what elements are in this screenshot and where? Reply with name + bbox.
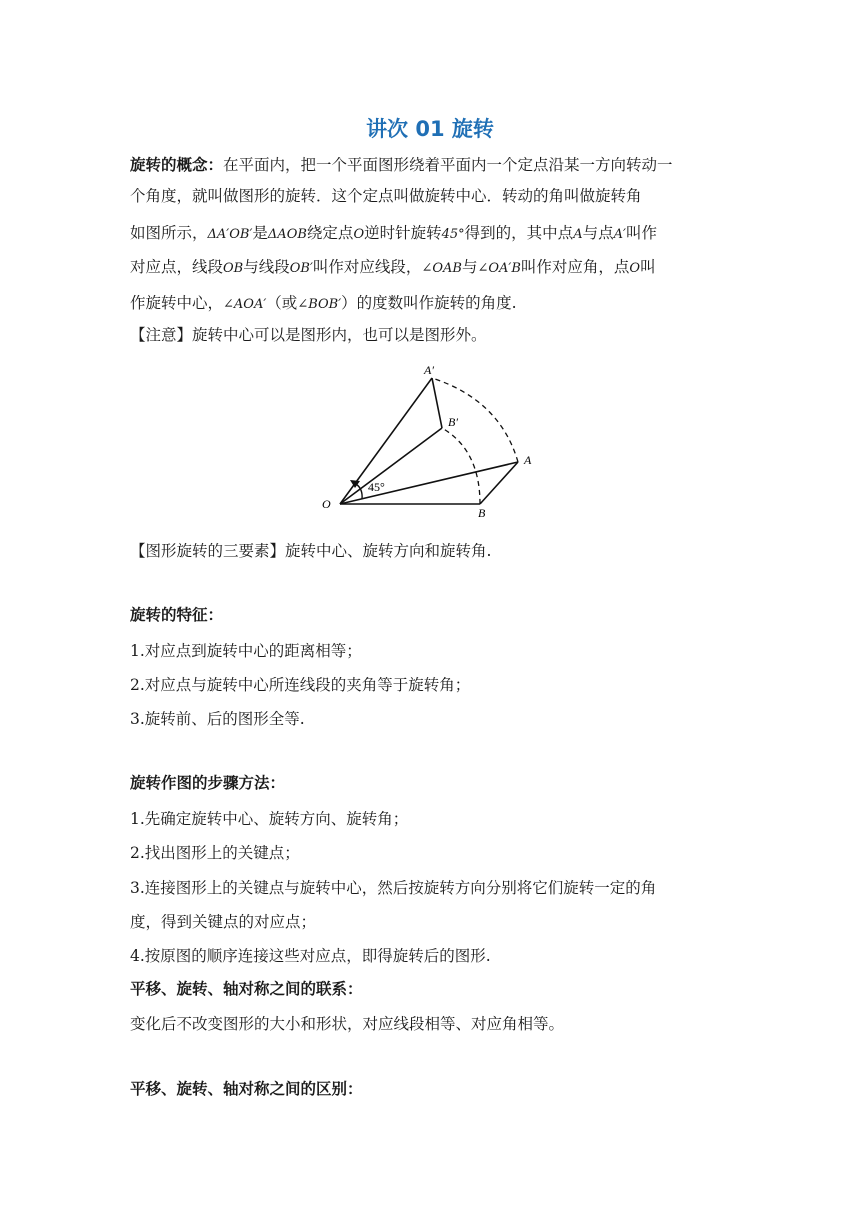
text: 叫 [640,258,656,276]
example-line-2 [130,256,656,280]
math-ob: OB [223,261,244,276]
text: 叫作对应线段， [312,258,422,276]
text: 与 [461,258,478,276]
segment-a-prime-b-prime [432,378,442,428]
list-item: 4.按原图的顺序连接这些对应点，即得旋转后的图形. [130,947,491,965]
list-item: 3.连接图形上的关键点与旋转中心，然后按旋转方向分别将它们旋转一定的角 [130,879,657,897]
angle-label: 45° [368,480,385,494]
example-line-3 [130,292,517,316]
list-item: 2.对应点与旋转中心所连线段的夹角等于旋转角； [130,676,471,694]
label-a: A [524,453,532,467]
label-b: B [478,506,486,520]
math-angle-aoa-prime: ∠AOA′ [223,297,267,312]
text: 与点 [582,224,614,242]
text: 绕定点 [306,224,354,242]
label-o: O [322,497,331,511]
arc-b-to-b-prime [442,428,480,504]
text: 对应点，线段 [130,258,224,276]
math-o: O [629,261,641,276]
list-item: 度，得到关键点的对应点； [130,913,317,931]
difference-heading: 平移、旋转、轴对称之间的区别： [130,1080,363,1098]
label-a-prime: A′ [424,363,434,377]
arc-a-to-a-prime [432,378,518,462]
segment-a-b [480,462,518,504]
relation-text: 变化后不改变图形的大小和形状，对应线段相等、对应角相等。 [130,1015,565,1033]
math-angle-oab: ∠OAB [421,261,462,276]
math-o: O [353,227,365,242]
text: 逆时针旋转 [364,224,442,242]
steps-heading: 旋转作图的步骤方法： [130,774,286,792]
concept-line-1 [130,154,673,176]
list-item: 3.旋转前、后的图形全等. [130,710,305,728]
list-item: 1.对应点到旋转中心的距离相等； [130,642,362,660]
text: 作旋转中心， [130,294,224,312]
math-a: A [573,227,583,242]
math-45-degrees: 45° [441,227,465,242]
text: （或 [266,294,298,312]
text: ）的度数叫作旋转的角度. [341,294,517,312]
relation-heading: 平移、旋转、轴对称之间的联系： [130,980,363,998]
text: 是 [252,224,268,242]
text: 得到的，其中点 [464,224,574,242]
rotation-figure [310,360,550,520]
example-line-1 [130,222,657,246]
math-angle-bob-prime: ∠BOB′ [297,297,342,312]
list-item: 1.先确定旋转中心、旋转方向、旋转角； [130,810,409,828]
text: 叫作 [625,224,657,242]
concept-line-2: 个角度，就叫做图形的旋转．这个定点叫做旋转中心．转动的角叫做旋转角 [130,187,642,205]
text: 与线段 [243,258,290,276]
page-title: 讲次 01 旋转 [366,117,494,141]
text: 如图所示， [130,224,208,242]
elements-line: 【图形旋转的三要素】旋转中心、旋转方向和旋转角. [130,542,492,560]
concept-text-1: 在平面内，把一个平面图形绕着平面内一个定点沿某一方向转动一 [223,156,673,174]
concept-label: 旋转的概念： [130,156,224,174]
note-line: 【注意】旋转中心可以是图形内，也可以是图形外。 [130,326,487,344]
label-b-prime: B′ [448,415,458,429]
math-a-prime: A′ [613,227,626,242]
math-triangle-aob: ΔAOB [267,227,307,242]
text: 叫作对应角，点 [520,258,630,276]
features-heading: 旋转的特征： [130,606,224,624]
list-item: 2.找出图形上的关键点； [130,844,300,862]
math-ob-prime: OB′ [289,261,313,276]
math-triangle-a-prime-o-b-prime: ΔA′OB′ [207,227,253,242]
math-angle-oa-prime-b: ∠OA′B [477,261,521,276]
